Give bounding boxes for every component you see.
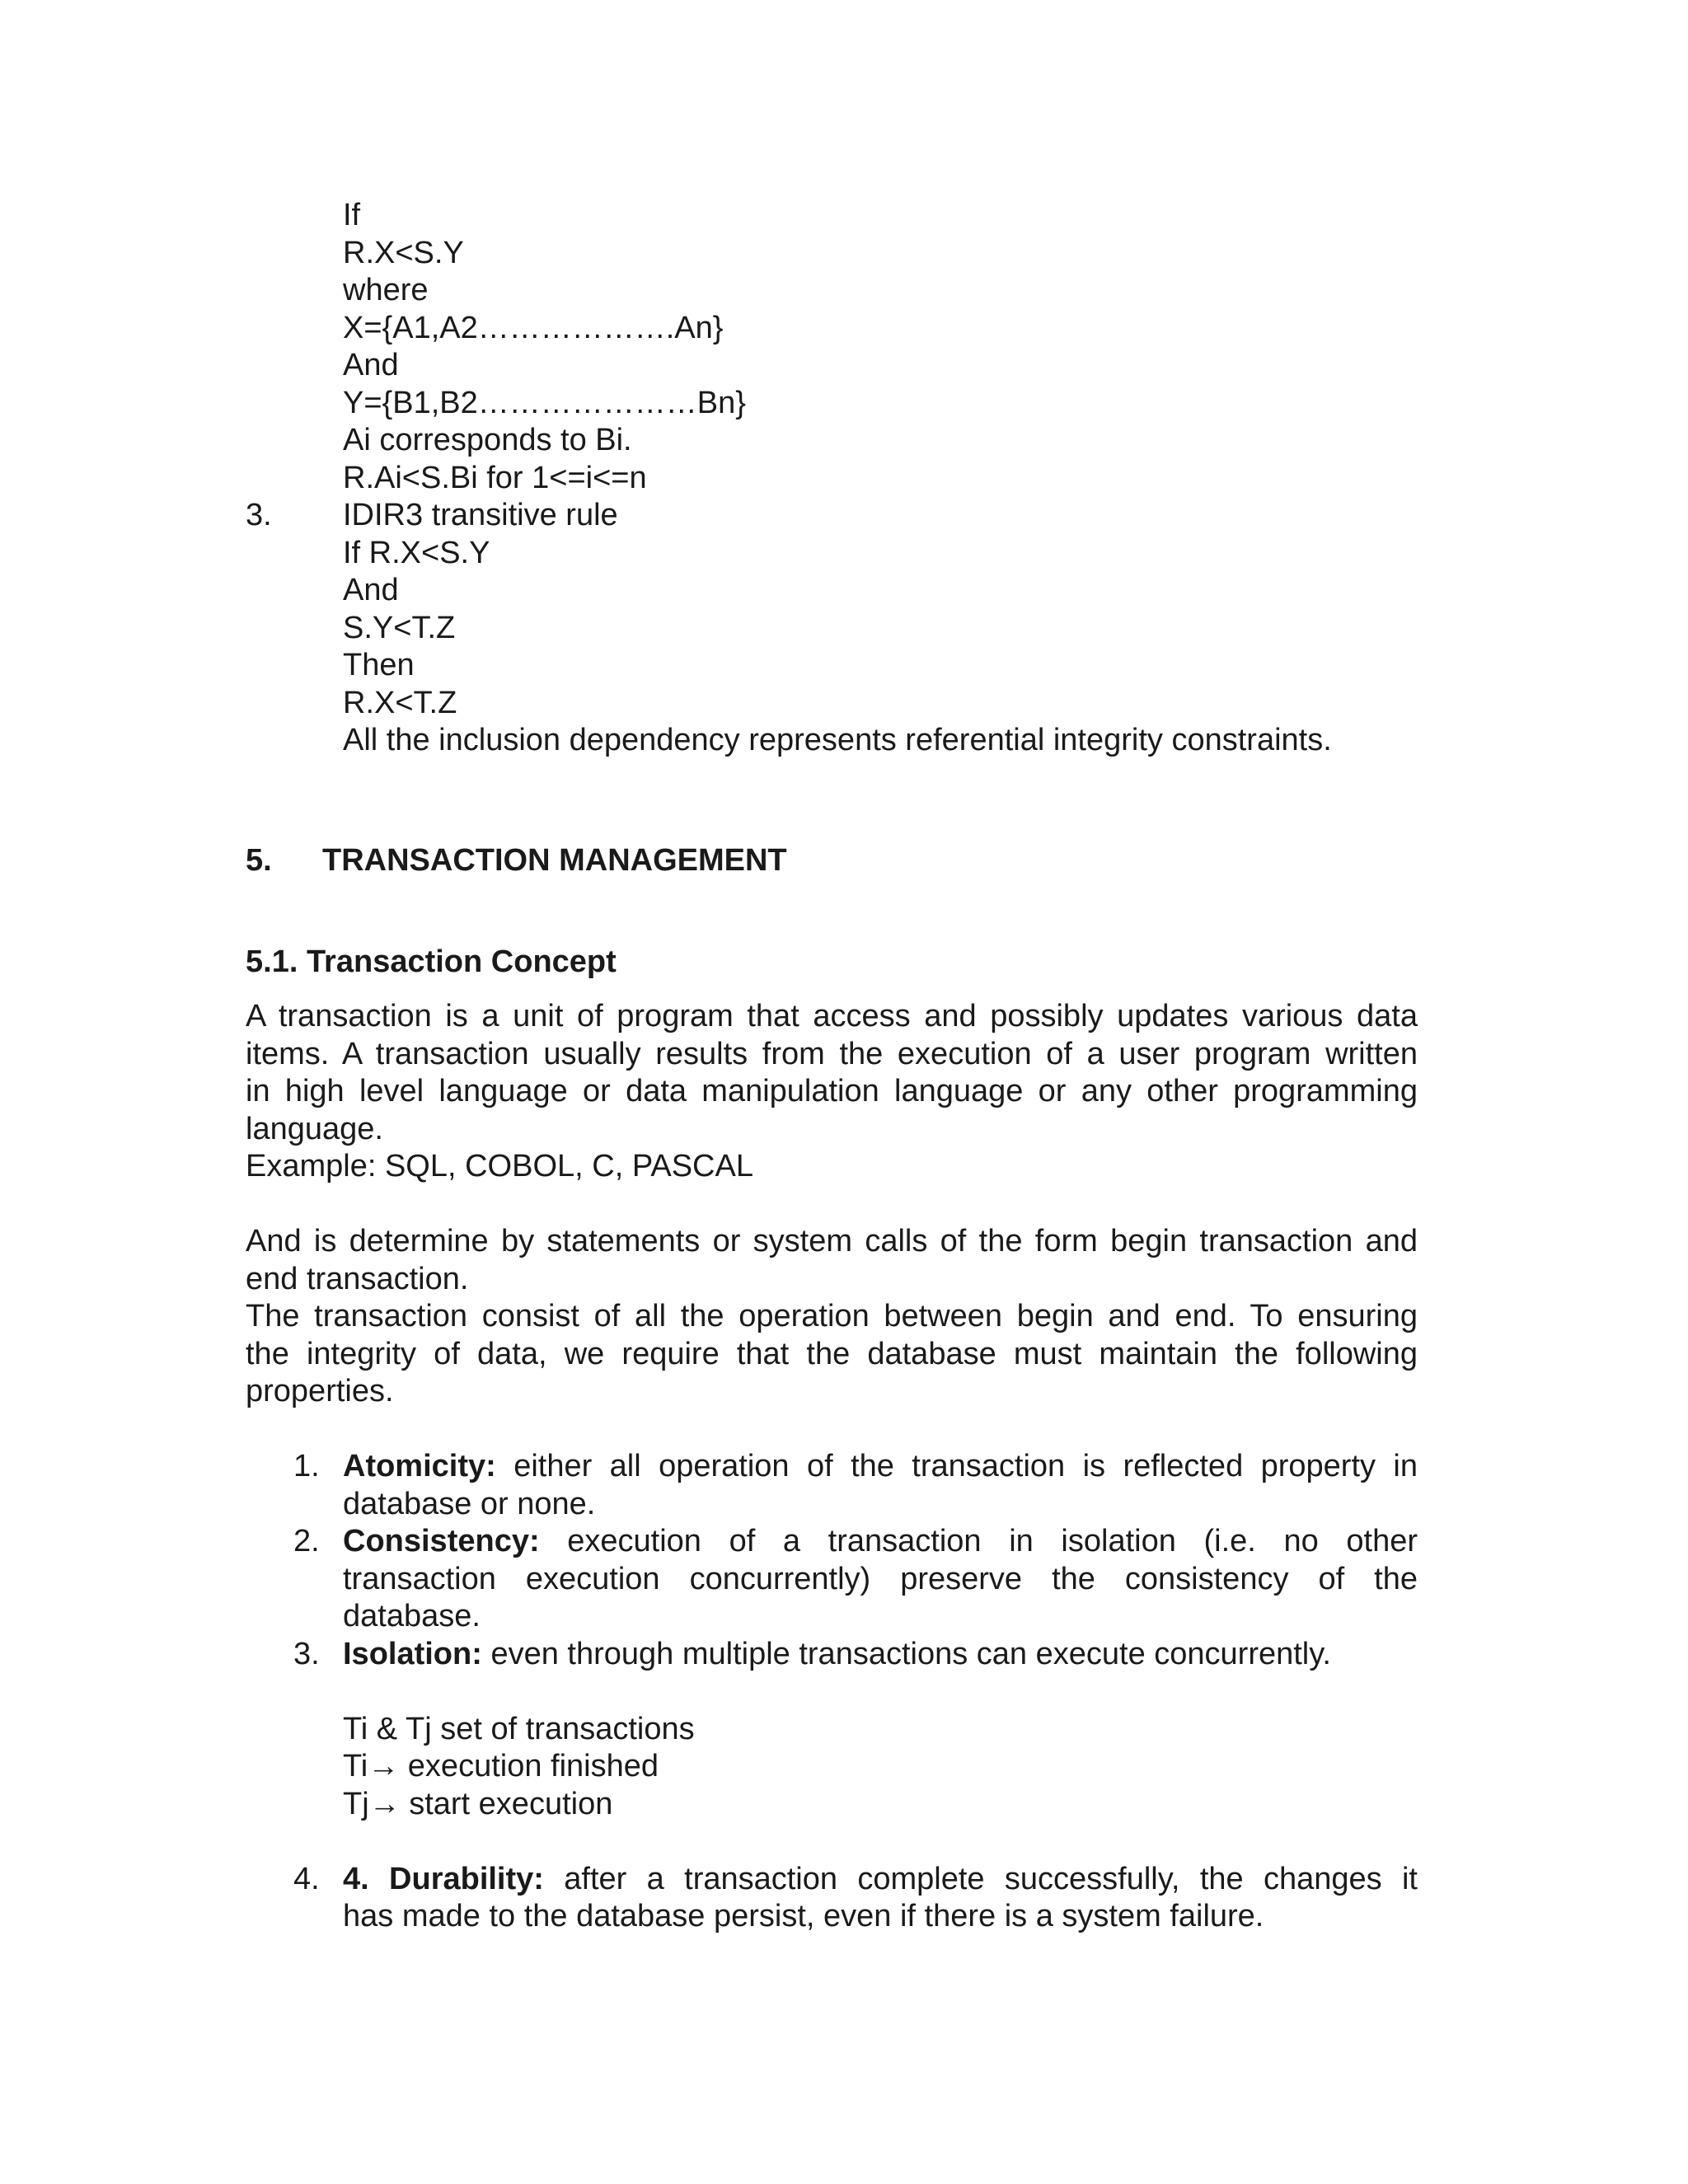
list-number: 2.	[293, 1524, 320, 1558]
property-text: even through multiple transactions can execute concurrently.	[481, 1637, 1331, 1671]
property-text: after a transaction complete successfully, the changes it	[543, 1862, 1418, 1896]
section-title: TRANSACTION MANAGEMENT	[322, 843, 787, 878]
rule-line: where	[343, 273, 429, 307]
rule-line: All the inclusion dependency represents referential integrity constraints.	[343, 723, 1332, 757]
paragraph-line: A transaction is a unit of program that access and possibly updates various data	[246, 999, 1418, 1033]
paragraph-line: the integrity of data, we require that the database must maintain the following	[246, 1337, 1418, 1371]
paragraph-line: language.	[246, 1112, 383, 1146]
rule-line: X={A1,A2……………….An}	[343, 311, 724, 345]
rule-3-number: 3.	[246, 498, 272, 532]
list-item-line	[343, 1860, 1418, 1898]
list-item-line: has made to the database persist, even if there is a system failure.	[343, 1899, 1264, 1933]
property-text: either all operation of the transaction is reflected property in	[495, 1449, 1418, 1483]
list-item-line: database or none.	[343, 1487, 596, 1521]
list-number: 3.	[293, 1637, 320, 1671]
rule-line: R.Ai<S.Bi for 1<=i<=n	[343, 461, 647, 495]
isolation-note: Ti & Tj set of transactions	[343, 1712, 695, 1746]
rule-line: If	[343, 198, 361, 232]
property-term: Consistency:	[343, 1524, 540, 1558]
rule-line: Then	[343, 648, 415, 682]
paragraph-line: in high level language or data manipulation language or any other programming	[246, 1074, 1418, 1108]
paragraph-line: properties.	[246, 1374, 394, 1408]
paragraph-line: The transaction consist of all the operation between begin and end. To ensuring	[246, 1299, 1418, 1333]
rule-line: And	[343, 348, 399, 382]
property-text: execution of a transaction in isolation (i.e. no other	[539, 1524, 1418, 1558]
list-item-line	[343, 1522, 1418, 1560]
list-number: 4.	[293, 1862, 320, 1896]
isolation-note: Tj→ start execution	[343, 1787, 613, 1821]
paragraph-line: items. A transaction usually results from the execution of a user program written	[246, 1037, 1418, 1071]
rule-line: R.X<S.Y	[343, 236, 464, 270]
list-item-line: database.	[343, 1599, 481, 1633]
property-term: Atomicity:	[343, 1449, 496, 1483]
property-term: Isolation:	[343, 1637, 482, 1671]
list-item-line	[343, 1635, 1331, 1673]
rule-line: R.X<T.Z	[343, 686, 457, 720]
subsection-title: 5.1. Transaction Concept	[246, 944, 617, 979]
rule-line: Ai corresponds to Bi.	[343, 423, 632, 457]
rule-line: If R.X<S.Y	[343, 536, 490, 570]
rule-line: Y={B1,B2…………………Bn}	[343, 386, 746, 420]
list-number: 1.	[293, 1449, 320, 1483]
rule-3-title: IDIR3 transitive rule	[343, 498, 618, 532]
paragraph-line: And is determine by statements or system calls of the form begin transaction and	[246, 1224, 1418, 1258]
paragraph-line: end transaction.	[246, 1262, 469, 1296]
rule-line: S.Y<T.Z	[343, 611, 456, 645]
example-line: Example: SQL, COBOL, C, PASCAL	[246, 1149, 753, 1183]
property-term: 4. Durability:	[343, 1862, 544, 1896]
rule-line: And	[343, 573, 399, 607]
section-number: 5.	[246, 843, 272, 878]
list-item-line: transaction execution concurrently) preserve the consistency of the	[343, 1562, 1418, 1596]
list-item-line	[343, 1447, 1418, 1485]
isolation-note: Ti→ execution finished	[343, 1749, 659, 1783]
